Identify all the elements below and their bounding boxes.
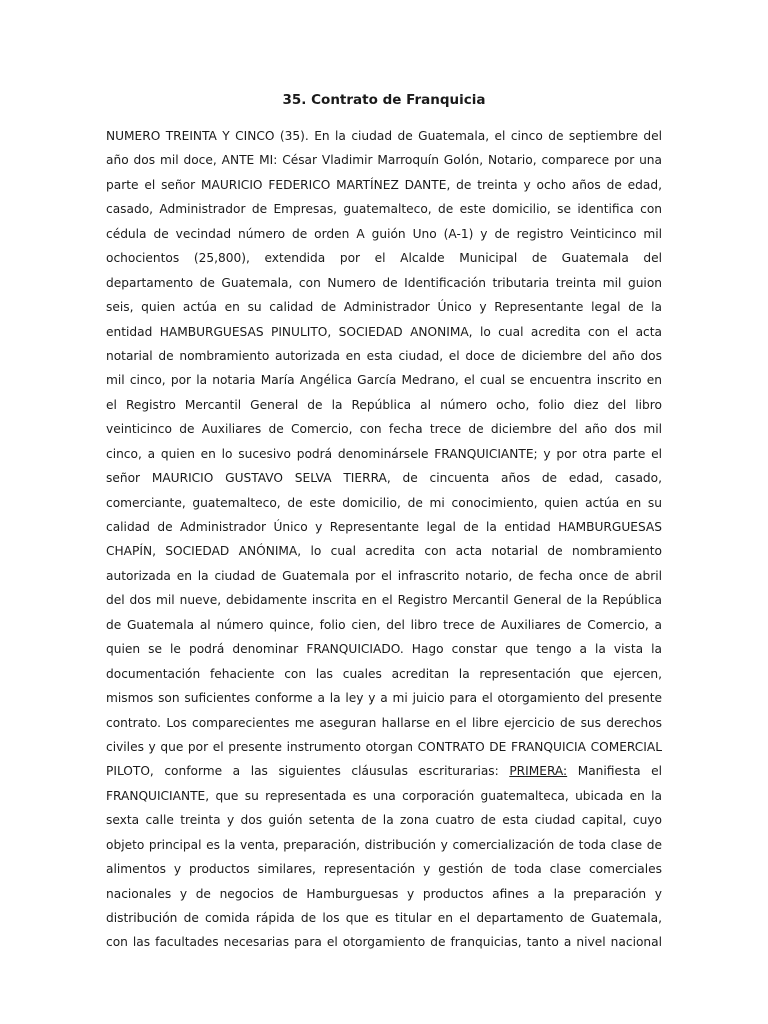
body-line: señor MAURICIO GUSTAVO SELVA TIERRA, de cincuenta años de edad, casado, [106, 471, 662, 486]
body-line: NUMERO TREINTA Y CINCO (35). En la ciudad de Guatemala, el cinco de septiembre del [106, 129, 662, 143]
body-line: seis, quien actúa en su calidad de Administrador Único y Representante legal de la [106, 300, 662, 315]
body-line: civiles y que por el presente instrumento otorgan CONTRATO DE FRANQUICIA COMERCIAL [106, 739, 662, 754]
body-line: CHAPÍN, SOCIEDAD ANÓNIMA, lo cual acredita con acta notarial de nombramiento [106, 544, 662, 559]
body-line: notarial de nombramiento autorizada en esta ciudad, el doce de diciembre del año dos [106, 348, 662, 363]
body-line: con las facultades necesarias para el otorgamiento de franquicias, tanto a nivel nacional [106, 935, 662, 950]
body-line: de Guatemala al número quince, folio cien, del libro trece de Auxiliares de Comercio, a [106, 617, 662, 632]
body-line: año dos mil doce, ANTE MI: César Vladimir Marroquín Golón, Notario, comparece por una [106, 153, 662, 168]
body-line: nacionales y de negocios de Hamburguesas y productos afines a la preparación y [106, 886, 662, 901]
body-line: quien se le podrá denominar FRANQUICIADO. Hago constar que tengo a la vista la [106, 642, 662, 657]
body-line: entidad HAMBURGUESAS PINULITO, SOCIEDAD ANONIMA, lo cual acredita con el acta [106, 324, 662, 339]
document-title: 35. Contrato de Franquicia [282, 92, 486, 108]
line-text-after: Manifiesta el [567, 764, 662, 779]
body-line: parte el señor MAURICIO FEDERICO MARTÍNEZ DANTE, de treinta y ocho años de edad, [106, 177, 662, 192]
body-line: mil cinco, por la notaria María Angélica García Medrano, el cual se encuentra inscrito en [106, 373, 662, 388]
line-text-before: PILOTO, conforme a las siguientes cláusulas escriturarias: [106, 764, 510, 779]
body-line: veinticinco de Auxiliares de Comercio, con fecha trece de diciembre del año dos mil [106, 422, 662, 437]
document-body [106, 124, 662, 955]
body-line: del dos mil nueve, debidamente inscrita en el Registro Mercantil General de la República [106, 593, 662, 608]
body-line: el Registro Mercantil General de la República al número ocho, folio diez del libro [106, 397, 662, 412]
body-line: cinco, a quien en lo sucesivo podrá denominársele FRANQUICIANTE; y por otra parte el [106, 446, 662, 461]
body-line: objeto principal es la venta, preparación, distribución y comercialización de toda clase de [106, 837, 662, 852]
body-line: documentación fehaciente con las cuales acreditan la representación que ejercen, [106, 666, 662, 681]
body-line: casado, Administrador de Empresas, guatemalteco, de este domicilio, se identifica con [106, 202, 662, 217]
clause-heading-primera: PRIMERA: [509, 764, 568, 779]
body-line: contrato. Los comparecientes me aseguran hallarse en el libre ejercicio de sus derechos [106, 715, 662, 730]
body-line-primera [106, 759, 662, 783]
body-line: distribución de comida rápida de los que es titular en el departamento de Guatemala, [106, 911, 662, 925]
body-line: mismos son suficientes conforme a la ley y a mi juicio para el otorgamiento del presente [106, 691, 662, 706]
body-line: FRANQUICIANTE, que su representada es una corporación guatemalteca, ubicada en la [106, 788, 662, 803]
body-line: alimentos y productos similares, representación y gestión de toda clase comerciales [106, 862, 662, 877]
body-line: ochocientos (25,800), extendida por el Alcalde Municipal de Guatemala del [106, 251, 662, 266]
body-line: cédula de vecindad número de orden A guión Uno (A-1) y de registro Veinticinco mil [106, 226, 662, 241]
body-line: comerciante, guatemalteco, de este domicilio, de mi conocimiento, quien actúa en su [106, 495, 662, 510]
body-line: departamento de Guatemala, con Numero de Identificación tributaria treinta mil guion [106, 275, 662, 290]
body-line: sexta calle treinta y dos guión setenta de la zona cuatro de esta ciudad capital, cuyo [106, 813, 662, 828]
body-line: autorizada en la ciudad de Guatemala por el infrascrito notario, de fecha once de abril [106, 568, 662, 583]
body-line: calidad de Administrador Único y Representante legal de la entidad HAMBURGUESAS [106, 520, 662, 534]
